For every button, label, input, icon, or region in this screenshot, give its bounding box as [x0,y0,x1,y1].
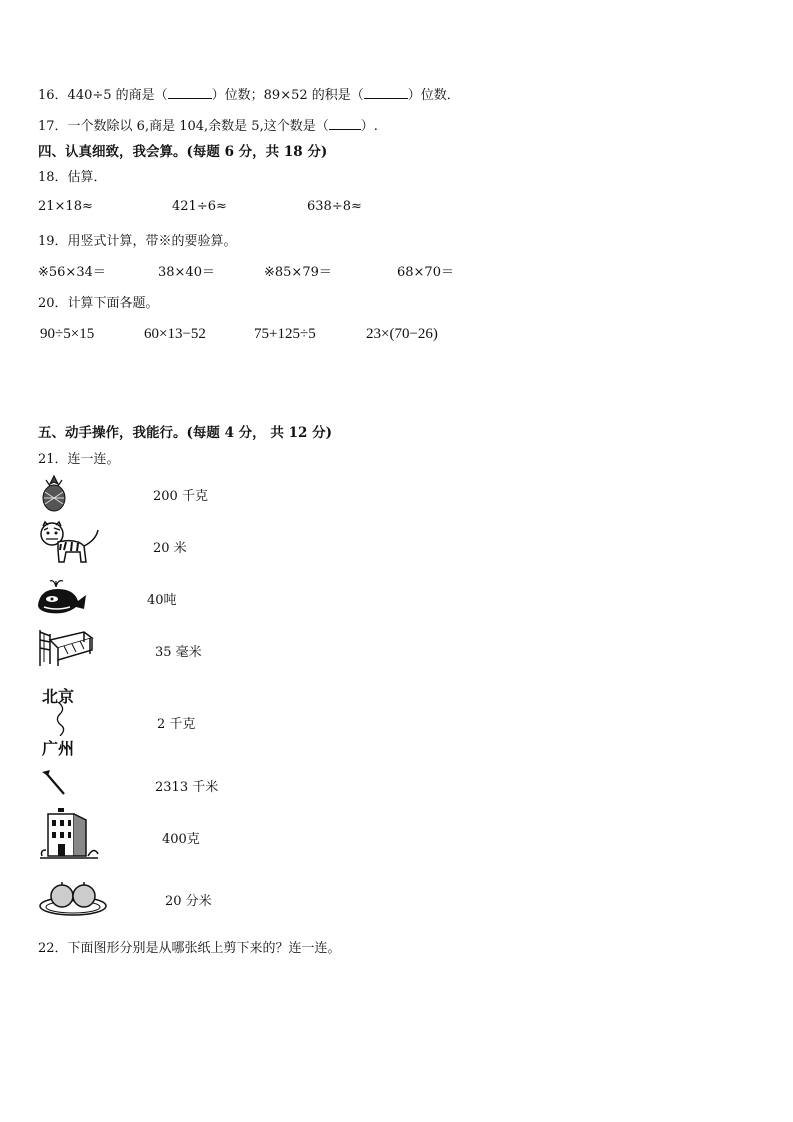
answer-blank[interactable] [329,117,361,130]
answer-blank[interactable] [168,86,212,99]
expression-item: 75+125÷5 [254,326,316,342]
tiger-icon[interactable] [36,520,102,568]
pineapple-icon[interactable] [36,474,72,512]
whale-icon[interactable] [36,577,88,617]
question-18: 18．估算． [38,170,107,185]
expression-item: 60×13−52 [144,326,206,342]
expression-item: 90÷5×15 [40,326,95,342]
unit-label[interactable]: 200 千克 [153,489,208,504]
building-icon[interactable] [38,806,100,862]
vertical-calc-item: 38×40＝ [158,265,215,280]
question-22: 22．下面图形分别是从哪张纸上剪下来的？连一连。 [38,941,341,956]
map-label-guangzhou: 广州 [42,739,75,758]
question-16: 16．440÷5 的商是（ ）位数；89×52 的积是（ ）位数． [38,88,460,103]
expression-item: 23×(70−26) [366,326,438,342]
question-20: 20．计算下面各题。 [38,296,159,311]
vertical-calc-item: 68×70＝ [397,265,454,280]
bed-icon[interactable] [36,624,94,670]
unit-label[interactable]: 20 米 [153,541,187,556]
vertical-calc-item: ※85×79＝ [264,265,332,280]
question-21: 21．连一连。 [38,452,120,467]
unit-label[interactable]: 2313 千米 [155,780,219,795]
unit-label[interactable]: 35 毫米 [155,645,202,660]
answer-blank[interactable] [364,86,408,99]
unit-label[interactable]: 2 千克 [157,717,196,732]
estimate-item: 421÷6≈ [172,199,227,214]
question-17: 17．一个数除以 6,商是 104,余数是 5,这个数是（ ）. [38,119,378,134]
unit-label[interactable]: 20 分米 [165,894,212,909]
estimate-item: 638÷8≈ [307,199,362,214]
route-line-icon [44,702,74,736]
oranges-plate-icon[interactable] [38,876,108,918]
question-19: 19．用竖式计算，带※的要验算。 [38,234,237,249]
map-route-icon[interactable] [38,684,88,756]
unit-label[interactable]: 40吨 [147,593,177,608]
vertical-calc-item: ※56×34＝ [38,265,106,280]
nail-icon[interactable] [38,768,68,798]
unit-label[interactable]: 400克 [162,832,200,847]
estimate-item: 21×18≈ [38,199,93,214]
section-four-heading: 四、认真细致，我会算。(每题 6 分，共 18 分) [38,144,328,160]
map-label-beijing: 北京 [42,687,75,706]
section-five-heading: 五、动手操作，我能行。(每题 4 分， 共 12 分) [38,425,332,441]
